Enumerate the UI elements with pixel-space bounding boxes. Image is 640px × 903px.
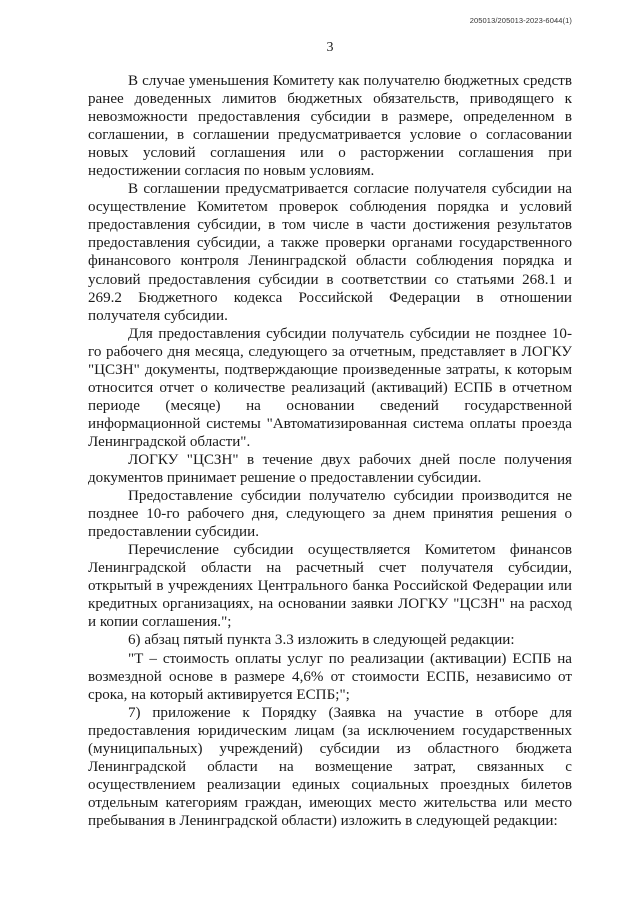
paragraph-item-7: 7) приложение к Порядку (Заявка на участие в отборе для предоставления юридическим лицам (за исключением государственных (муниципальных) учреждений) субсидии из областного бюджета Ленинградской области на возмещение затрат, связанных с осуществлением реализации единых социальных проездных билетов отдельным категориям граждан, имеющих место жительства или место пребывания в Ленинградской области) изложить в следующей редакции: bbox=[88, 704, 572, 829]
document-registration-number: 205013/205013-2023-6044(1) bbox=[469, 16, 572, 25]
paragraph-submission-documents: Для предоставления субсидии получатель субсидии не позднее 10-го рабочего дня месяца, следующего за отчетным, представляет в ЛОГКУ "ЦСЗН" документы, подтверждающие произведенные затраты, к которым относится отчет о количестве реализаций (активаций) ЕСПБ в отчетном периоде (месяце) на основании сведений государственной информационной системы "Автоматизированная система оплаты проезда Ленинградской области". bbox=[88, 325, 572, 450]
paragraph-payment-term: Предоставление субсидии получателю субсидии производится не позднее 10-го рабочего дня, следующего за днем принятия решения о предоставлении субсидии. bbox=[88, 488, 572, 541]
document-body bbox=[88, 72, 572, 830]
paragraph-transfer: Перечисление субсидии осуществляется Комитетом финансов Ленинградской области на расчетный счет получателя субсидии, открытый в учреждениях Центрального банка Российской Федерации или кредитных организациях, на основании заявки ЛОГКУ "ЦСЗН" на расход и копии соглашения."; bbox=[88, 542, 572, 631]
paragraph-decision-term: ЛОГКУ "ЦСЗН" в течение двух рабочих дней после получения документов принимает решение о предоставлении субсидии. bbox=[88, 451, 572, 487]
paragraph-tariff-formula: "Т – стоимость оплаты услуг по реализации (активации) ЕСПБ на возмездной основе в размере 4,6% от стоимости ЕСПБ, независимо от срока, на который активируется ЕСПБ;"; bbox=[88, 650, 572, 703]
paragraph-item-6: 6) абзац пятый пункта 3.3 изложить в следующей редакции: bbox=[128, 632, 515, 649]
paragraph-limits-reduction: В случае уменьшения Комитету как получателю бюджетных средств ранее доведенных лимитов бюджетных обязательств, приводящего к невозможности предоставления субсидии в размере, определенном в соглашении, в соглашении предусматривается условие о согласовании новых условий соглашения или о расторжении соглашения при недостижении согласия по новым условиям. bbox=[88, 73, 572, 180]
paragraph-inspection-consent: В соглашении предусматривается согласие получателя субсидии на осуществление Комитетом проверок соблюдения порядка и условий предоставления субсидии, в том числе в части достижения результатов предоставления субсидии, а также проверки органами государственного финансового контроля Ленинградской области соблюдения порядка и условий предоставления субсидии в соответствии со статьями 268.1 и 269.2 Бюджетного кодекса Российской Федерации в отношении получателя субсидии. bbox=[88, 181, 572, 324]
page-number: 3 bbox=[326, 40, 334, 55]
